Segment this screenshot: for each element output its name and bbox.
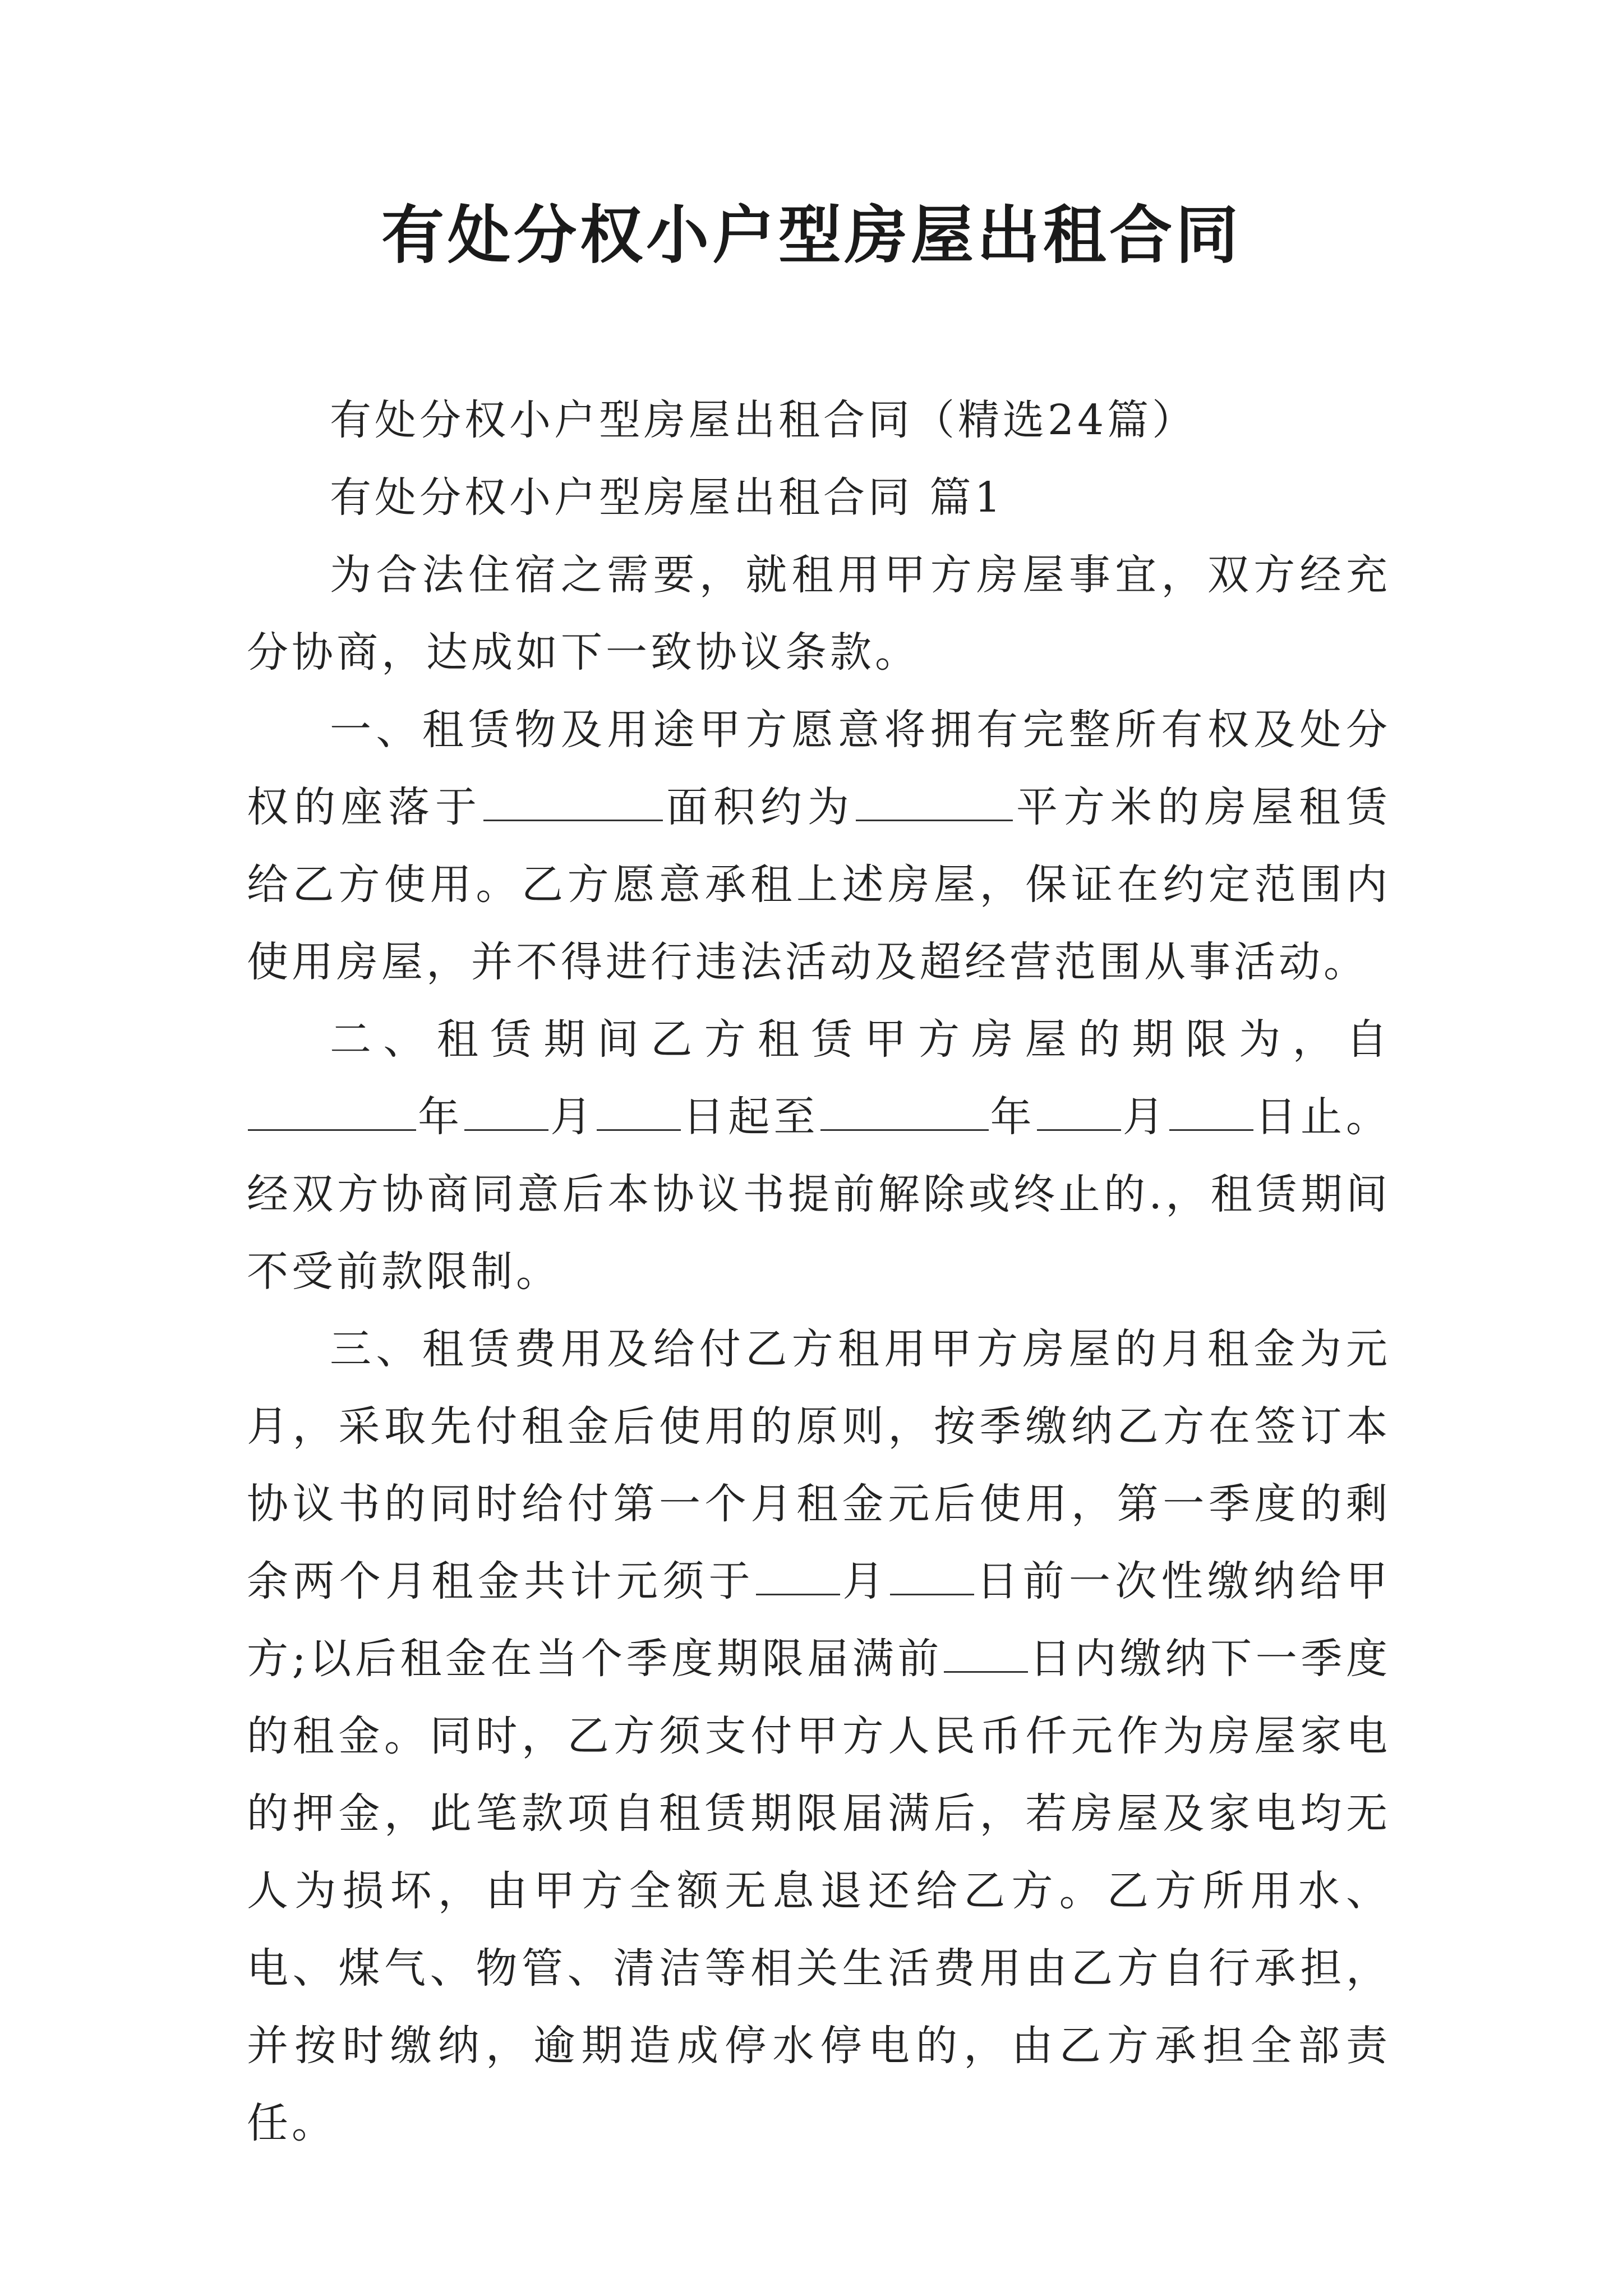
clause-2-year-1: 年 — [417, 1093, 464, 1141]
start-year-blank — [248, 1096, 416, 1131]
intro-paragraph: 为合法住宿之需要，就租用甲方房屋事宜，双方经充分协商，达成如下一致协议条款。 — [247, 551, 1391, 677]
clause-2-year-2: 年 — [989, 1093, 1036, 1141]
payment-day-blank — [890, 1560, 974, 1595]
clause-2-text-a: 二、租赁期间乙方租赁甲方房屋的期限为，自 — [330, 1015, 1391, 1064]
clause-2-month-2: 月 — [1122, 1093, 1168, 1141]
clause-2-month-1: 月 — [550, 1093, 596, 1141]
clause-2-day-1: 日起至 — [682, 1093, 819, 1141]
payment-month-blank — [756, 1560, 840, 1595]
clause-3-month: 月 — [841, 1557, 889, 1605]
end-month-blank — [1037, 1096, 1121, 1131]
document-title: 有处分权小户型房屋出租合同 — [381, 199, 1242, 272]
quarter-days-blank — [944, 1637, 1028, 1673]
area-blank — [856, 786, 1013, 821]
end-year-blank — [820, 1096, 989, 1131]
location-blank — [483, 786, 663, 821]
clause-1-text-b: 面积约为 — [664, 783, 855, 831]
end-day-blank — [1169, 1096, 1253, 1131]
clause-1-paragraph — [247, 691, 1391, 1001]
start-day-blank — [597, 1096, 681, 1131]
clause-3-text-c: 日内缴纳下一季度的租金。同时，乙方须支付甲方人民币仟元作为房屋家电的押金，此笔款项自租赁期限届满后，若房屋及家电均无人为损坏，由甲方全额无息退还给乙方。乙方所用水、电、煤气、物管、清洁等相关生活费用由乙方自行承担，并按时缴纳，逾期造成停水停电的，由乙方承担全部责任。 — [247, 1635, 1391, 2147]
clause-3-text-a: 三、租赁费用及给付乙方租用甲方房屋的月租金为元月，采取先付租金后使用的原则，按季缴纳乙方在签订本协议书的同时给付第一个月租金元后使用，第一季度的剩余两个月租金共计元须于 — [247, 1325, 1391, 1605]
section-heading: 有处分权小户型房屋出租合同 篇1 — [330, 473, 1004, 522]
clause-2-day-2: 日止。经双方协商同意后本协议书提前解除或终止的.，租赁期间不受前款限制。 — [247, 1093, 1391, 1296]
clause-1-text-a: 一、租赁物及用途甲方愿意将拥有完整所有权及处分权的座落于 — [247, 706, 1391, 831]
subtitle-line: 有处分权小户型房屋出租合同（精选24篇） — [330, 396, 1197, 444]
clause-1-text-c: 平方米的房屋租赁给乙方使用。乙方愿意承租上述房屋，保证在约定范围内使用房屋，并不得进行违法活动及超经营范围从事活动。 — [247, 783, 1391, 986]
start-month-blank — [464, 1096, 548, 1131]
clause-3-paragraph — [247, 1310, 1391, 2162]
document-body — [247, 381, 1391, 2162]
clause-3-text-b: 日前一次性缴纳给甲方;以后租金在当个季度期限届满前 — [247, 1557, 1391, 1683]
clause-2-paragraph — [247, 1001, 1391, 1310]
